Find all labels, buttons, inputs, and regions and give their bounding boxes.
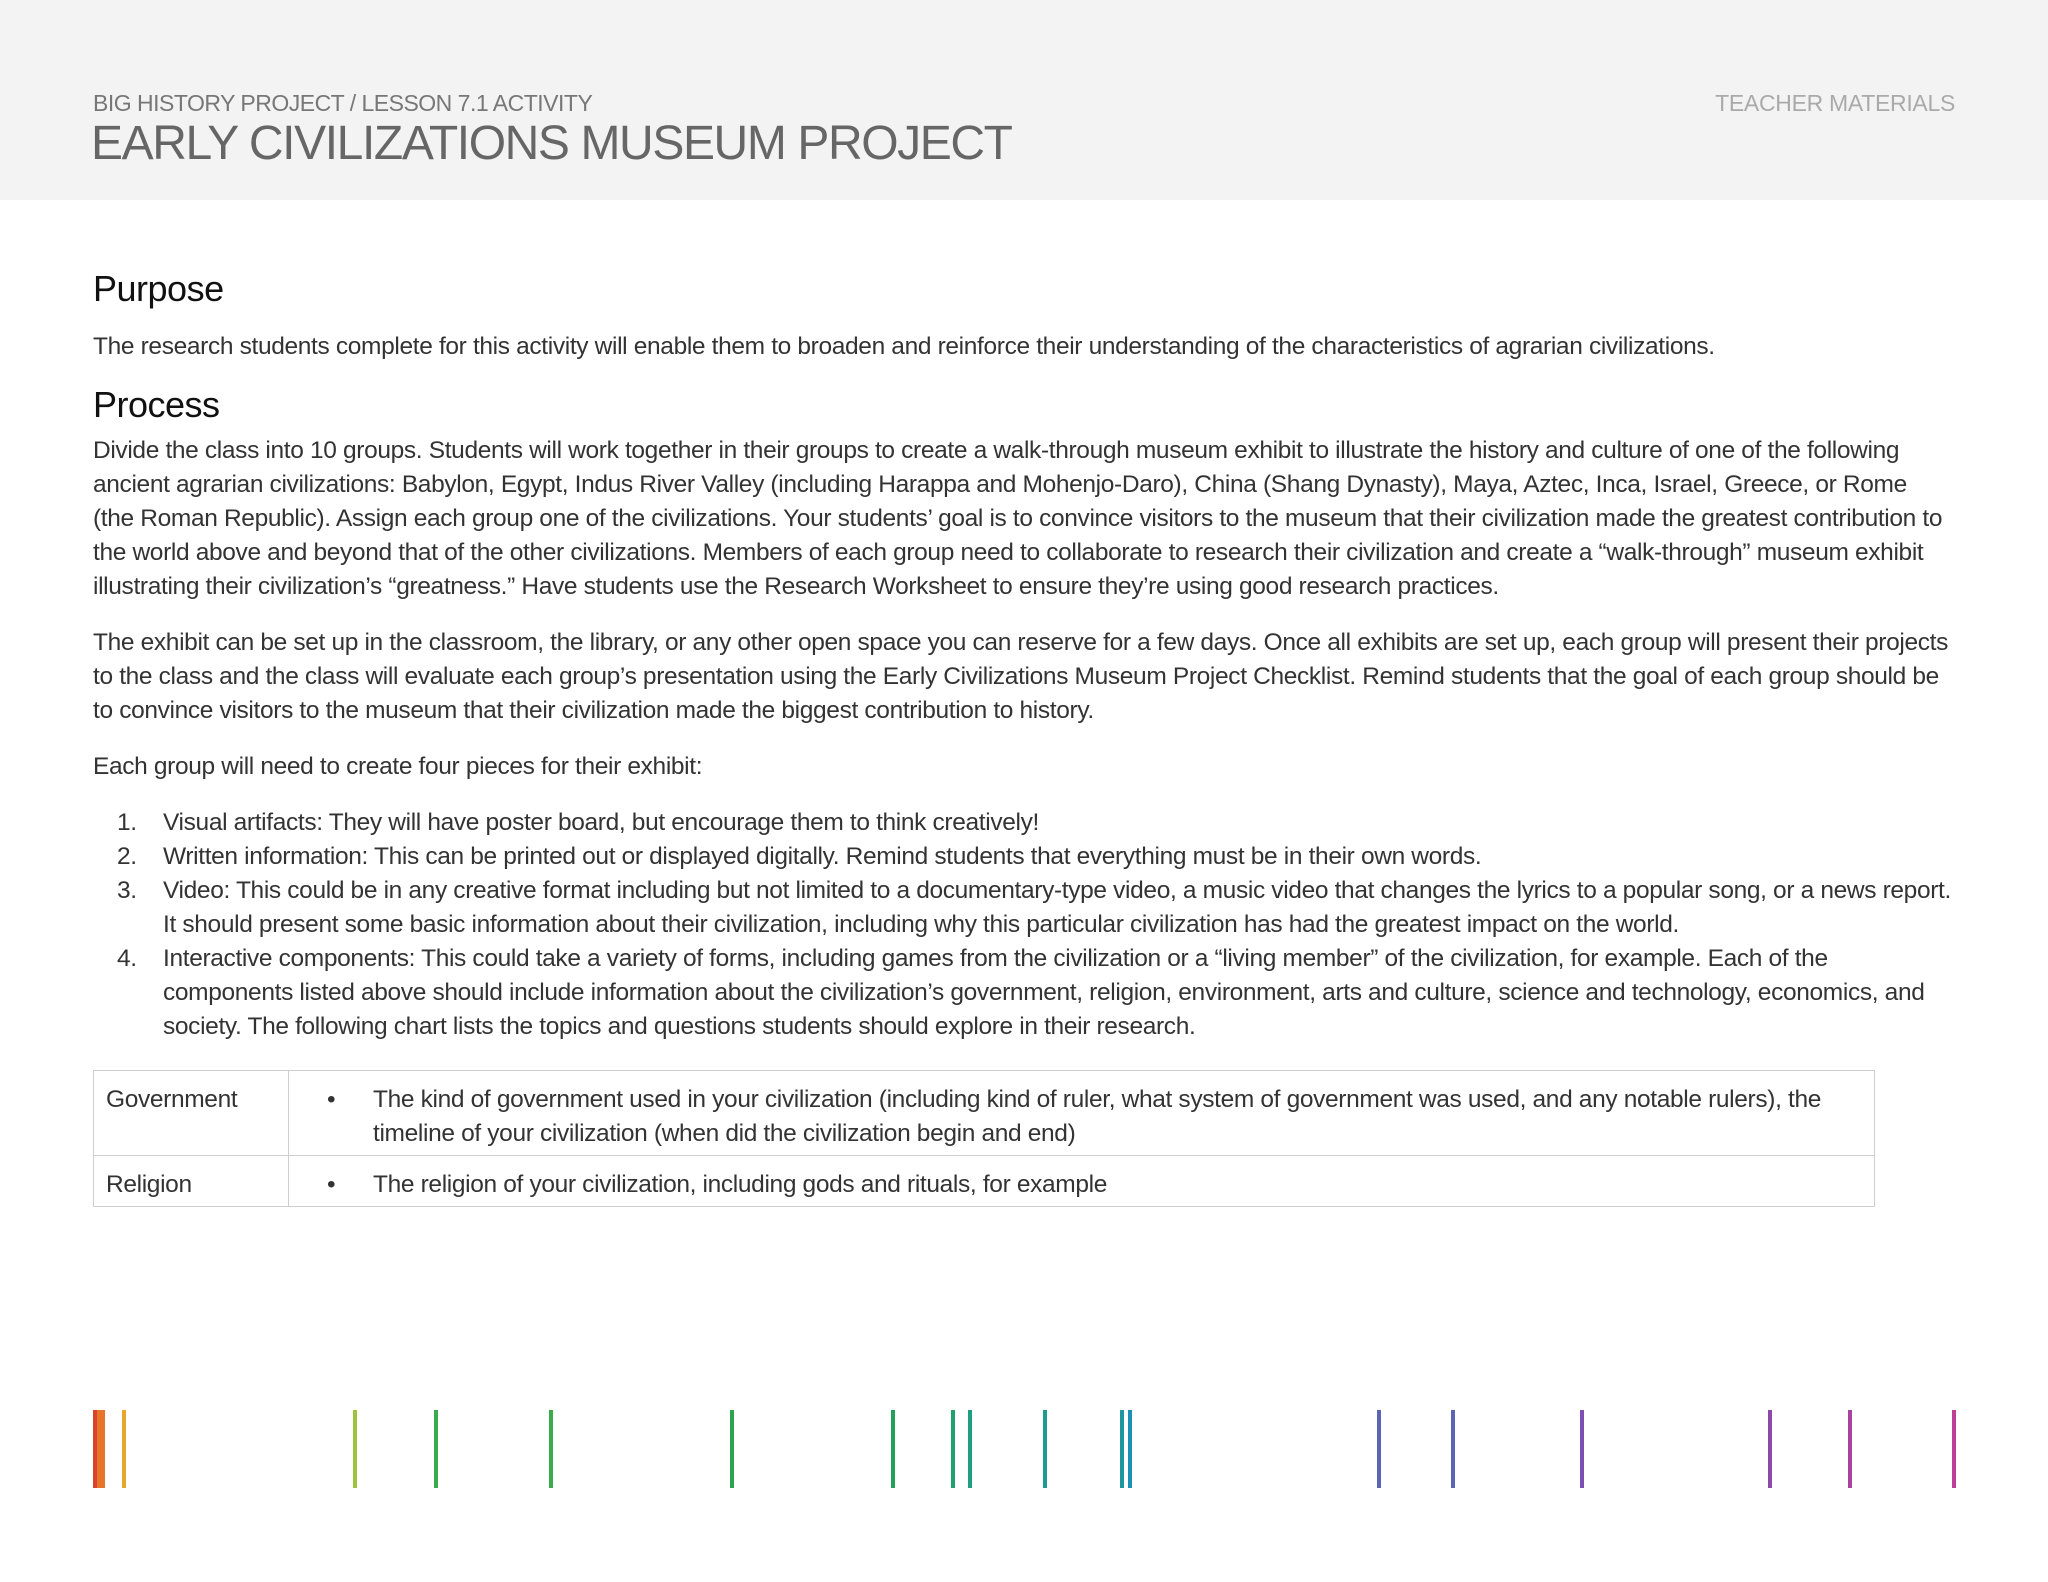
timeline-bar <box>1952 1410 1956 1488</box>
list-text: Written information: This can be printed out or displayed digitally. Remind students that everything must be in their own words. <box>163 843 1482 870</box>
list-item <box>327 1168 1834 1202</box>
document-body <box>93 268 1953 1207</box>
timeline-bars-decoration <box>0 1410 2048 1490</box>
purpose-text: The research students complete for this activity will enable them to broaden and reinforce their understanding of the characteristics of agrarian civilizations. <box>93 333 1715 360</box>
list-text: Video: This could be in any creative format including but not limited to a documentary-type video, a music video that changes the lyrics to a popular song, or a news report. It should present some basic information about their civilization, including why this particular civilization has had the greatest impact on the world. <box>163 877 1951 938</box>
process-paragraph-3: Each group will need to create four pieces for their exhibit: <box>93 753 703 780</box>
timeline-bar <box>549 1410 553 1488</box>
bullet-icon: • <box>327 1086 336 1113</box>
page-title: EARLY CIVILIZATIONS MUSEUM PROJECT <box>91 117 1012 170</box>
timeline-bar <box>434 1410 438 1488</box>
table-row <box>94 1071 1875 1156</box>
list-text: Interactive components: This could take a variety of forms, including games from the civilization or a “living member” of the civilization, for example. Each of the components listed above should include information about the civilization’s government, religion, environment, arts and culture, science and technology, economics, and society. The following chart lists the topics and questions students should explore in their research. <box>163 945 1925 1040</box>
timeline-bar <box>968 1410 972 1488</box>
lesson-kicker: BIG HISTORY PROJECT / LESSON 7.1 ACTIVITY <box>93 90 593 116</box>
list-item <box>93 840 1953 874</box>
table-row <box>94 1156 1875 1207</box>
list-item <box>93 874 1953 942</box>
timeline-bar <box>122 1410 126 1488</box>
question-text: The kind of government used in your civilization (including kind of ruler, what system of government was used, and any notable rulers), the timeline of your civilization (when did the civilization begin and end) <box>373 1086 1821 1147</box>
page-header <box>0 0 2048 200</box>
topic-cell: Government <box>94 1071 289 1156</box>
list-number: 4. <box>117 945 137 972</box>
list-number: 3. <box>117 877 137 904</box>
research-topics-table <box>93 1070 1875 1207</box>
timeline-bar <box>891 1410 895 1488</box>
timeline-bar <box>1580 1410 1584 1488</box>
exhibit-pieces-list <box>93 806 1953 1044</box>
questions-cell <box>289 1156 1875 1207</box>
timeline-bar <box>1848 1410 1852 1488</box>
timeline-bar <box>1043 1410 1047 1488</box>
timeline-bar <box>353 1410 357 1488</box>
list-text: Visual artifacts: They will have poster board, but encourage them to think creatively! <box>163 809 1039 836</box>
questions-cell <box>289 1071 1875 1156</box>
bullet-icon: • <box>327 1171 336 1198</box>
timeline-bar <box>1768 1410 1772 1488</box>
list-number: 2. <box>117 843 137 870</box>
question-text: The religion of your civilization, including gods and rituals, for example <box>373 1171 1107 1198</box>
timeline-bar <box>1128 1410 1132 1488</box>
purpose-heading: Purpose <box>93 268 224 309</box>
audience-label: TEACHER MATERIALS <box>1715 90 1955 116</box>
timeline-bar <box>951 1410 955 1488</box>
topic-cell: Religion <box>94 1156 289 1207</box>
timeline-bar <box>97 1410 101 1488</box>
timeline-bar <box>730 1410 734 1488</box>
list-item <box>327 1083 1834 1151</box>
list-item <box>93 942 1953 1044</box>
process-paragraph-1: Divide the class into 10 groups. Students will work together in their groups to create a walk-through museum exhibit to illustrate the history and culture of one of the following ancient agrarian civilizations: Babylon, Egypt, Indus River Valley (including Harappa and Mohenjo-Daro), China (Shang Dynasty), Maya, Aztec, Inca, Israel, Greece, or Rome (the Roman Republic). Assign each group one of the civilizations. Your students’ goal is to convince visitors to the museum that their civilization made the greatest contribution to the world above and beyond that of the other civilizations. Members of each group need to collaborate to research their civilization and create a “walk-through” museum exhibit illustrating their civilization’s “greatness.” Have students use the Research Worksheet to ensure they’re using good research practices. <box>93 437 1943 600</box>
timeline-bar <box>101 1410 105 1488</box>
timeline-bar <box>1451 1410 1455 1488</box>
timeline-bar <box>1377 1410 1381 1488</box>
list-item <box>93 806 1953 840</box>
process-heading: Process <box>93 384 220 425</box>
list-number: 1. <box>117 809 137 836</box>
process-paragraph-2: The exhibit can be set up in the classroom, the library, or any other open space you can reserve for a few days. Once all exhibits are set up, each group will present their projects to the class and the class will evaluate each group’s presentation using the Early Civilizations Museum Project Checklist. Remind students that the goal of each group should be to convince visitors to the museum that their civilization made the biggest contribution to history. <box>93 629 1949 724</box>
timeline-bar <box>1120 1410 1124 1488</box>
